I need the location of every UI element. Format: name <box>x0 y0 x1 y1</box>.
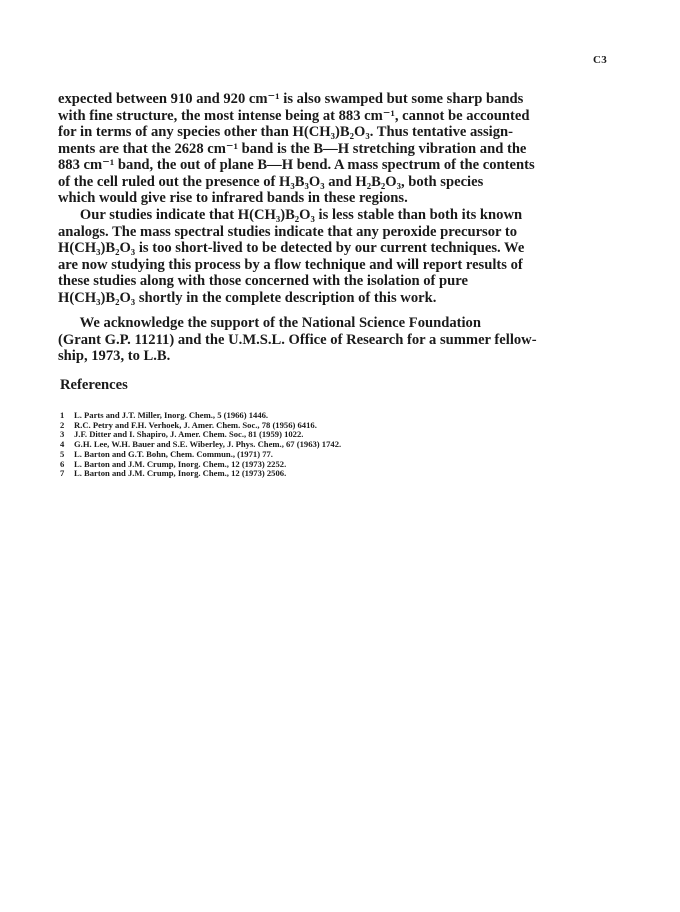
reference-text: L. Barton and G.T. Bohn, Chem. Commun., (1971) 77. <box>74 448 273 459</box>
reference-number: 7 <box>60 468 65 479</box>
reference-text: L. Barton and J.M. Crump, Inorg. Chem., 12 (1973) 2506. <box>74 468 287 479</box>
text-line: We acknowledge the support of the National Science Foundation <box>58 315 481 331</box>
paragraph-stability-studies <box>58 207 603 306</box>
text-line: (Grant G.P. 11211) and the U.M.S.L. Office of Research for a summer fellow- <box>58 331 537 348</box>
page-identifier: C3 <box>593 54 608 66</box>
reference-text: R.C. Petry and F.H. Verhoek, J. Amer. Chem. Soc., 78 (1956) 6416. <box>74 419 317 430</box>
text-line: with fine structure, the most intense being at 883 cm⁻¹, cannot be accounted <box>58 107 530 124</box>
text-line: which would give rise to infrared bands in these regions. <box>58 190 408 206</box>
reference-text: L. Parts and J.T. Miller, Inorg. Chem., 5 (1966) 1446. <box>74 410 269 420</box>
reference-number: 5 <box>60 448 65 459</box>
text-line: 883 cm⁻¹ band, the out of plane B—H bend. A mass spectrum of the contents <box>58 157 535 173</box>
text-line: of the cell ruled out the presence of H₃B₃O₃ and H₂B₂O₃, both species <box>58 173 484 190</box>
reference-number: 1 <box>60 410 65 420</box>
text-line: ship, 1973, to L.B. <box>58 348 171 364</box>
reference-text: J.F. Ditter and I. Shapiro, J. Amer. Chem. Soc., 81 (1959) 1022. <box>74 429 304 440</box>
text-line: H(CH₃)B₂O₃ shortly in the complete description of this work. <box>58 289 437 306</box>
references-heading: References <box>60 377 128 393</box>
paragraph-ir-assignments <box>58 91 603 207</box>
references-list <box>60 411 500 479</box>
text-line: are now studying this process by a flow technique and will report results of <box>58 256 523 273</box>
reference-item <box>60 469 500 479</box>
text-line: ments are that the 2628 cm⁻¹ band is the B—H stretching vibration and the <box>58 140 527 157</box>
text-line: expected between 910 and 920 cm⁻¹ is also swamped but some sharp bands <box>58 91 524 107</box>
text-line: analogs. The mass spectral studies indicate that any peroxide precursor to <box>58 223 518 240</box>
reference-number: 4 <box>60 439 65 450</box>
text-line: Our studies indicate that H(CH₃)B₂O₃ is less stable than both its known <box>58 207 523 223</box>
reference-number: 3 <box>60 429 65 440</box>
reference-text: L. Barton and J.M. Crump, Inorg. Chem., 12 (1973) 2252. <box>74 458 287 469</box>
text-line: for in terms of any species other than H(CH₃)B₂O₃. Thus tentative assign- <box>58 124 513 140</box>
text-line: these studies along with those concerned with the isolation of pure <box>58 273 468 289</box>
reference-number: 2 <box>60 419 65 430</box>
text-line: H(CH₃)B₂O₃ is too short-lived to be detected by our current techniques. We <box>58 240 525 256</box>
reference-text: G.H. Lee, W.H. Bauer and S.E. Wiberley, J. Phys. Chem., 67 (1963) 1742. <box>74 439 342 450</box>
paragraph-acknowledgement <box>58 315 603 365</box>
reference-number: 6 <box>60 458 65 469</box>
